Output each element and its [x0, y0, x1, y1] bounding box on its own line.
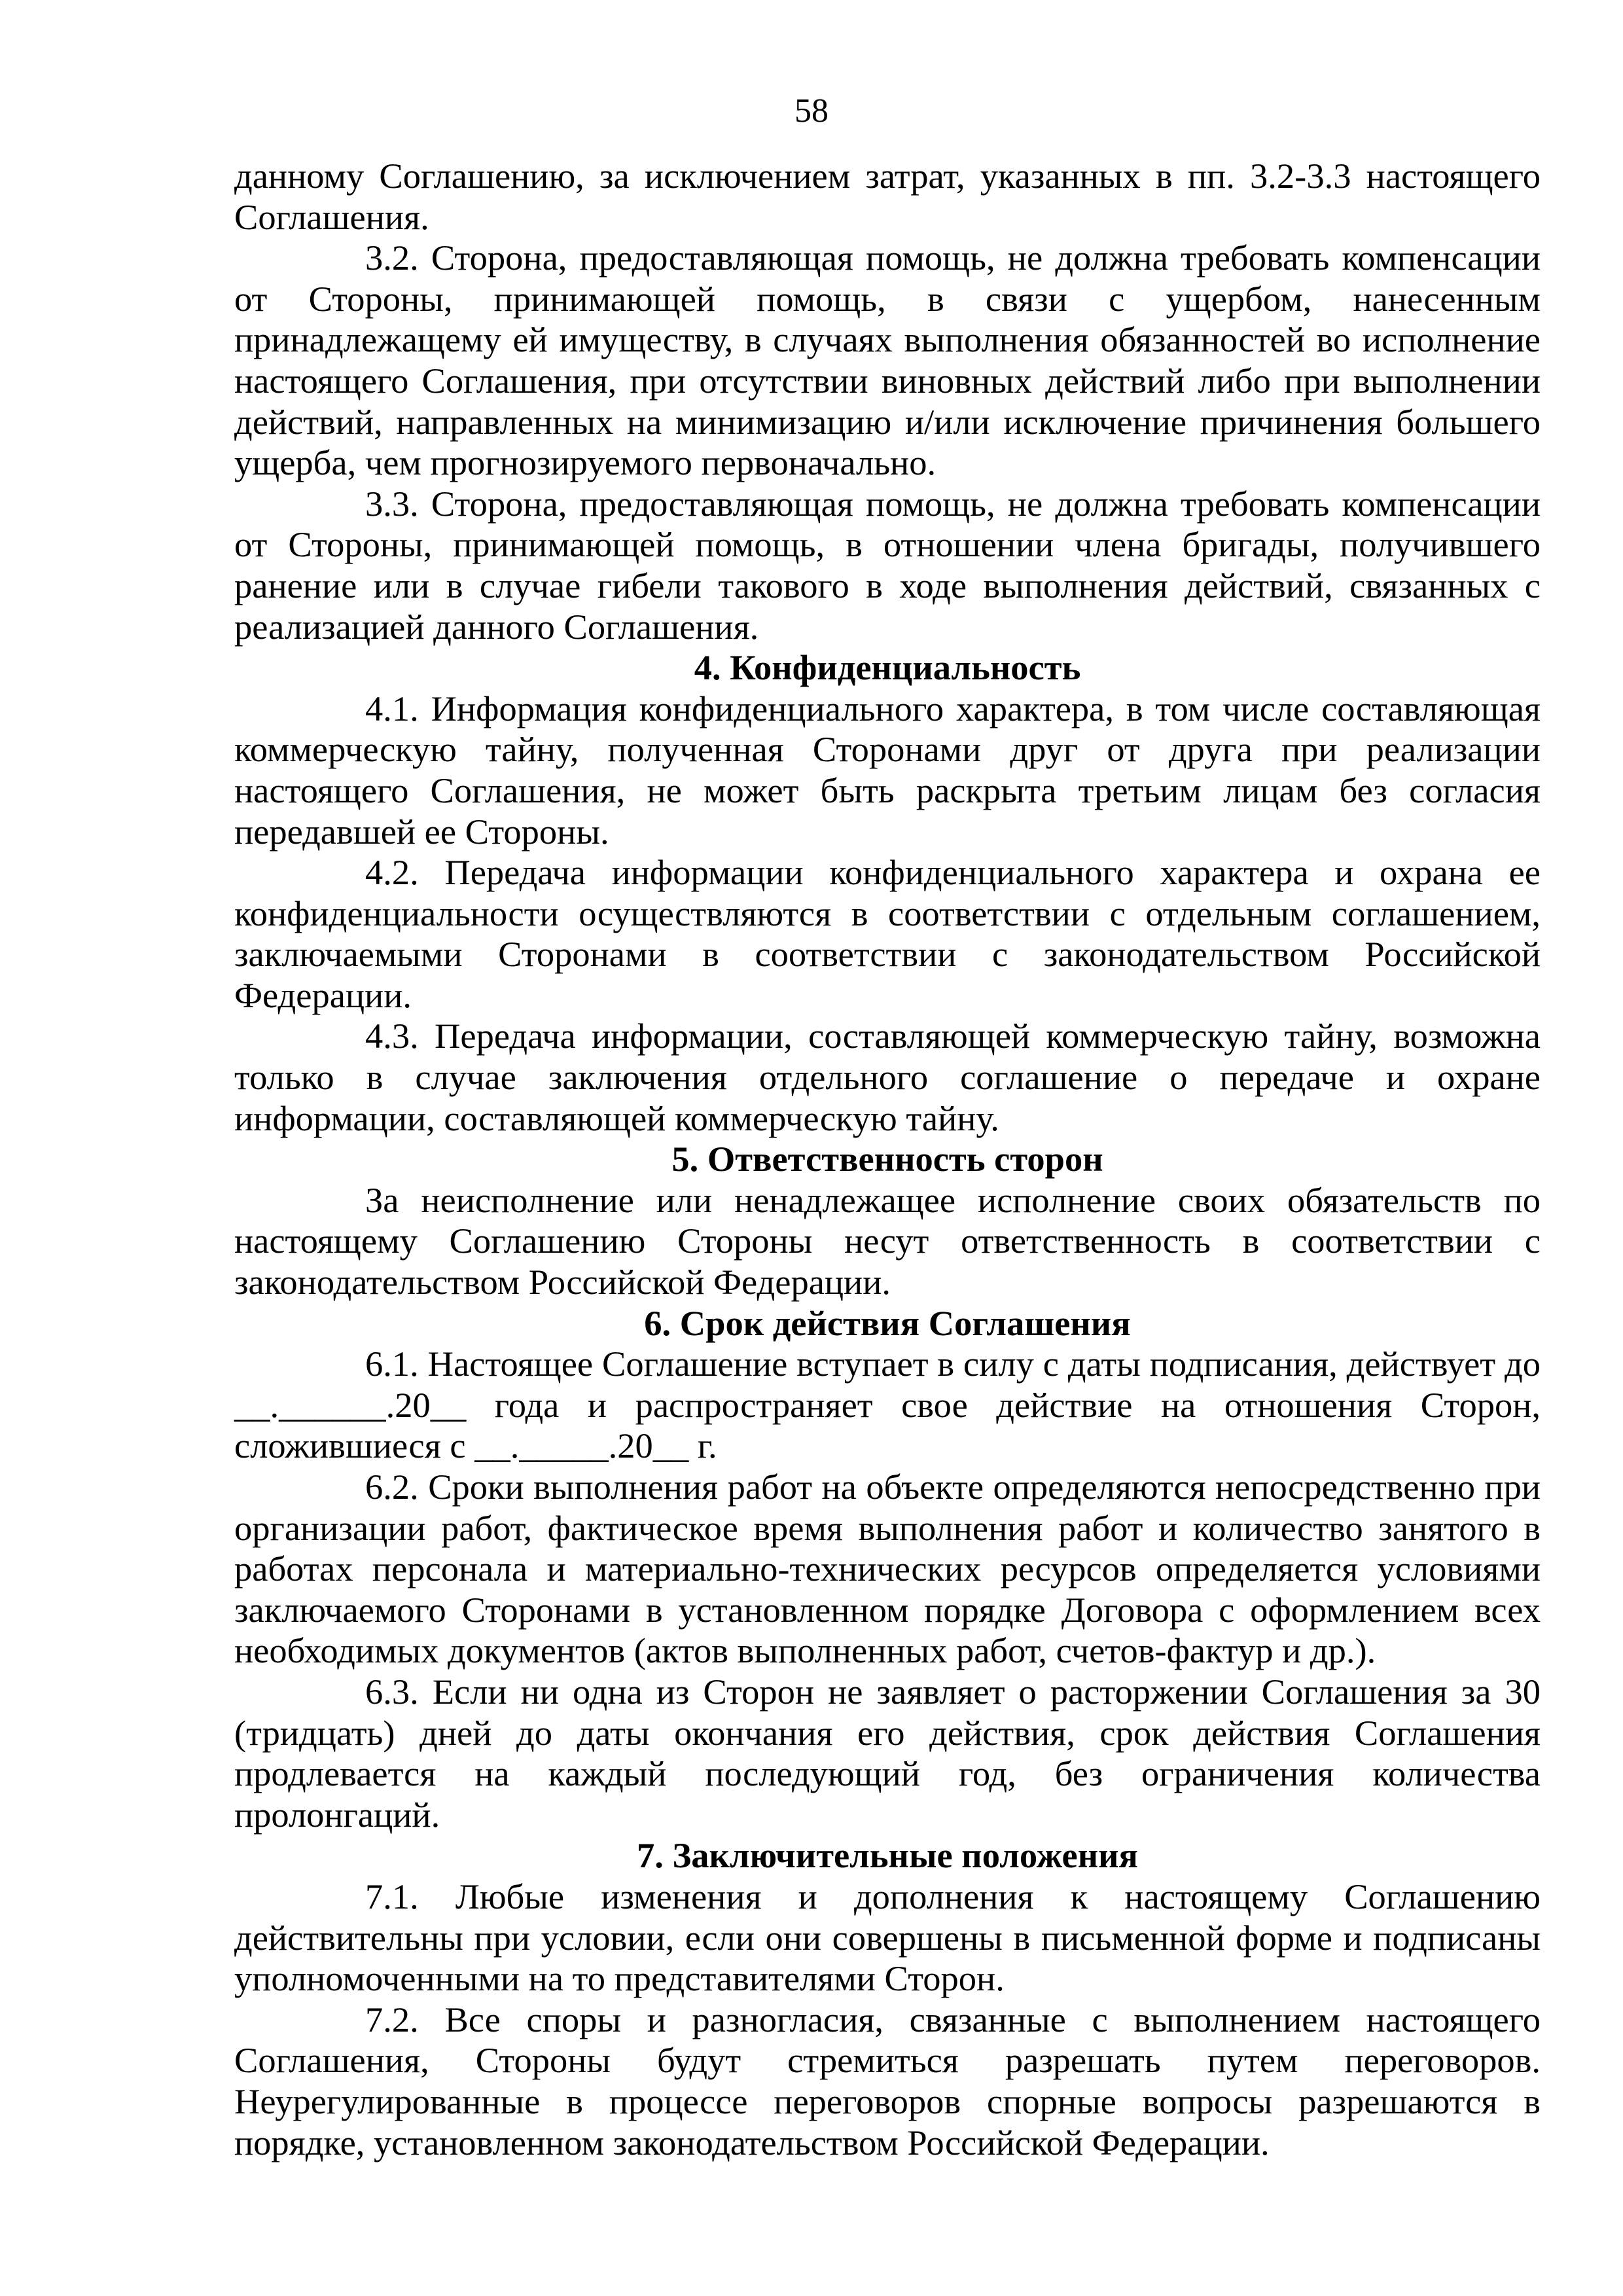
- paragraph: 6.1. Настоящее Соглашение вступает в силу с даты подписания, действует до __.______.20__ года и распространяет свое действие на отношения Сторон, сложившиеся с __._____.20__ г.: [234, 1344, 1541, 1466]
- document-body: [234, 156, 1541, 2163]
- paragraph: 4.2. Передача информации конфиденциального характера и охрана ее конфиденциальности осуществляются в соответствии с отдельным соглашением, заключаемыми Сторонами в соответствии с законодательством Российской Федерации.: [234, 852, 1541, 1015]
- page-number: 58: [794, 92, 829, 130]
- paragraph: 4.3. Передача информации, составляющей коммерческую тайну, возможна только в случае заключения отдельного соглашение о передаче и охране информации, составляющей коммерческую тайну.: [234, 1016, 1541, 1138]
- paragraph: 3.2. Сторона, предоставляющая помощь, не должна требовать компенсации от Стороны, принимающей помощь, в связи с ущербом, нанесенным принадлежащему ей имуществу, в случаях выполнения обязанностей во исполнение настоящего Соглашения, при отсутствии виновных действий либо при выполнении действий, направленных на минимизацию и/или исключение причинения большего ущерба, чем прогнозируемого первоначально.: [234, 238, 1541, 483]
- section-heading: 4. Конфиденциальность: [694, 647, 1081, 688]
- section-heading: 6. Срок действия Соглашения: [644, 1302, 1131, 1343]
- paragraph: данному Соглашению, за исключением затрат, указанных в пп. 3.2-3.3 настоящего Соглашения.: [234, 156, 1541, 237]
- paragraph: 4.1. Информация конфиденциального характера, в том числе составляющая коммерческую тайну, полученная Сторонами друг от друга при реализации настоящего Соглашения, не может быть раскрыта третьим лицам без согласия передавшей ее Стороны.: [234, 688, 1541, 852]
- paragraph: 3.3. Сторона, предоставляющая помощь, не должна требовать компенсации от Стороны, принимающей помощь, в отношении члена бригады, получившего ранение или в случае гибели такового в ходе выполнения действий, связанных с реализацией данного Соглашения.: [234, 483, 1541, 647]
- paragraph: 6.2. Сроки выполнения работ на объекте определяются непосредственно при организации работ, фактическое время выполнения работ и количество занятого в работах персонала и материально-технических ресурсов определяется условиями заключаемого Сторонами в установленном порядке Договора с оформлением всех необходимых документов (актов выполненных работ, счетов-фактур и др.).: [234, 1467, 1541, 1671]
- section-heading: 5. Ответственность сторон: [671, 1139, 1103, 1179]
- paragraph: 6.3. Если ни одна из Сторон не заявляет о расторжении Соглашения за 30 (тридцать) дней до даты окончания его действия, срок действия Соглашения продлевается на каждый последующий год, без ограничения количества пролонгаций.: [234, 1671, 1541, 1835]
- paragraph: 7.2. Все споры и разногласия, связанные с выполнением настоящего Соглашения, Стороны будут стремиться разрешать путем переговоров. Неурегулированные в процессе переговоров спорные вопросы разрешаются в порядке, установленном законодательством Российской Федерации.: [234, 1999, 1541, 2162]
- paragraph: За неисполнение или ненадлежащее исполнение своих обязательств по настоящему Соглашению Стороны несут ответственность в соответствии с законодательством Российской Федерации.: [234, 1179, 1541, 1302]
- section-heading: 7. Заключительные положения: [636, 1835, 1138, 1876]
- paragraph: 7.1. Любые изменения и дополнения к настоящему Соглашению действительны при условии, если они совершены в письменной форме и подписаны уполномоченными на то представителями Сторон.: [234, 1876, 1541, 1999]
